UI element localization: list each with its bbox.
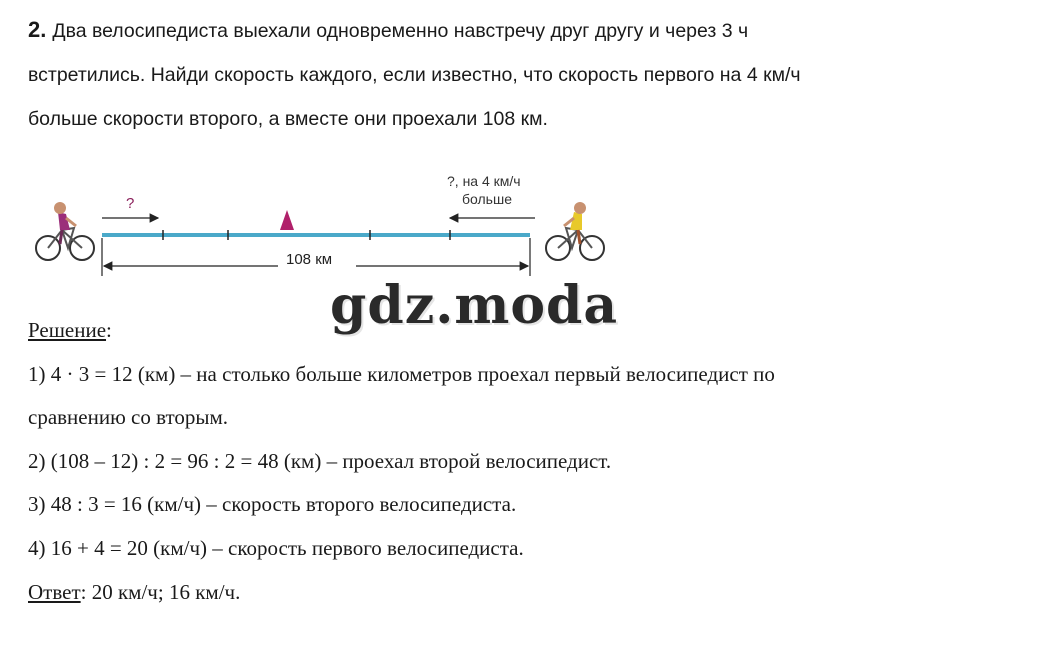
right-speed-label-more: больше <box>462 191 512 207</box>
problem-line-2: встретились. Найди скорость каждого, если известно, что скорость первого на 4 км/ч <box>28 64 801 86</box>
solution-step-1-cont: сравнению со вторым. <box>28 405 229 430</box>
meeting-point-icon <box>280 210 294 230</box>
solution <box>28 309 1028 614</box>
solution-step-4: 4) 16 + 4 = 20 (км/ч) – скорость первого велосипедиста. <box>28 535 524 560</box>
solution-step-3: 3) 48 : 3 = 16 (км/ч) – скорость второго велосипедиста. <box>28 492 517 517</box>
right-speed-label: ?, на 4 км/ч <box>447 173 521 189</box>
watermark: gdz.moda <box>330 275 619 336</box>
problem-line-3: больше скорости второго, а вместе они проехали 108 км. <box>28 108 548 130</box>
cyclist-right-icon <box>546 202 604 260</box>
solution-step-2: 2) (108 – 12) : 2 = 96 : 2 = 48 (км) – проехал второй велосипедист. <box>28 448 612 473</box>
answer: Ответ: 20 км/ч; 16 км/ч. <box>28 579 241 604</box>
solution-step-1: 1) 4 · 3 = 12 (км) – на столько больше километров проехал первый велосипедист по <box>28 361 775 386</box>
left-speed-label: ? <box>126 195 135 212</box>
cyclist-left-icon <box>36 202 94 260</box>
solution-heading: Решение: <box>28 318 112 342</box>
problem-text <box>28 8 1028 141</box>
motion-diagram <box>30 168 610 278</box>
problem-number: 2. <box>28 17 47 42</box>
distance-label: 108 км <box>286 251 333 268</box>
problem-line-1: 2. Два велосипедиста выехали одновременно навстречу друг другу и через 3 ч <box>28 17 749 42</box>
